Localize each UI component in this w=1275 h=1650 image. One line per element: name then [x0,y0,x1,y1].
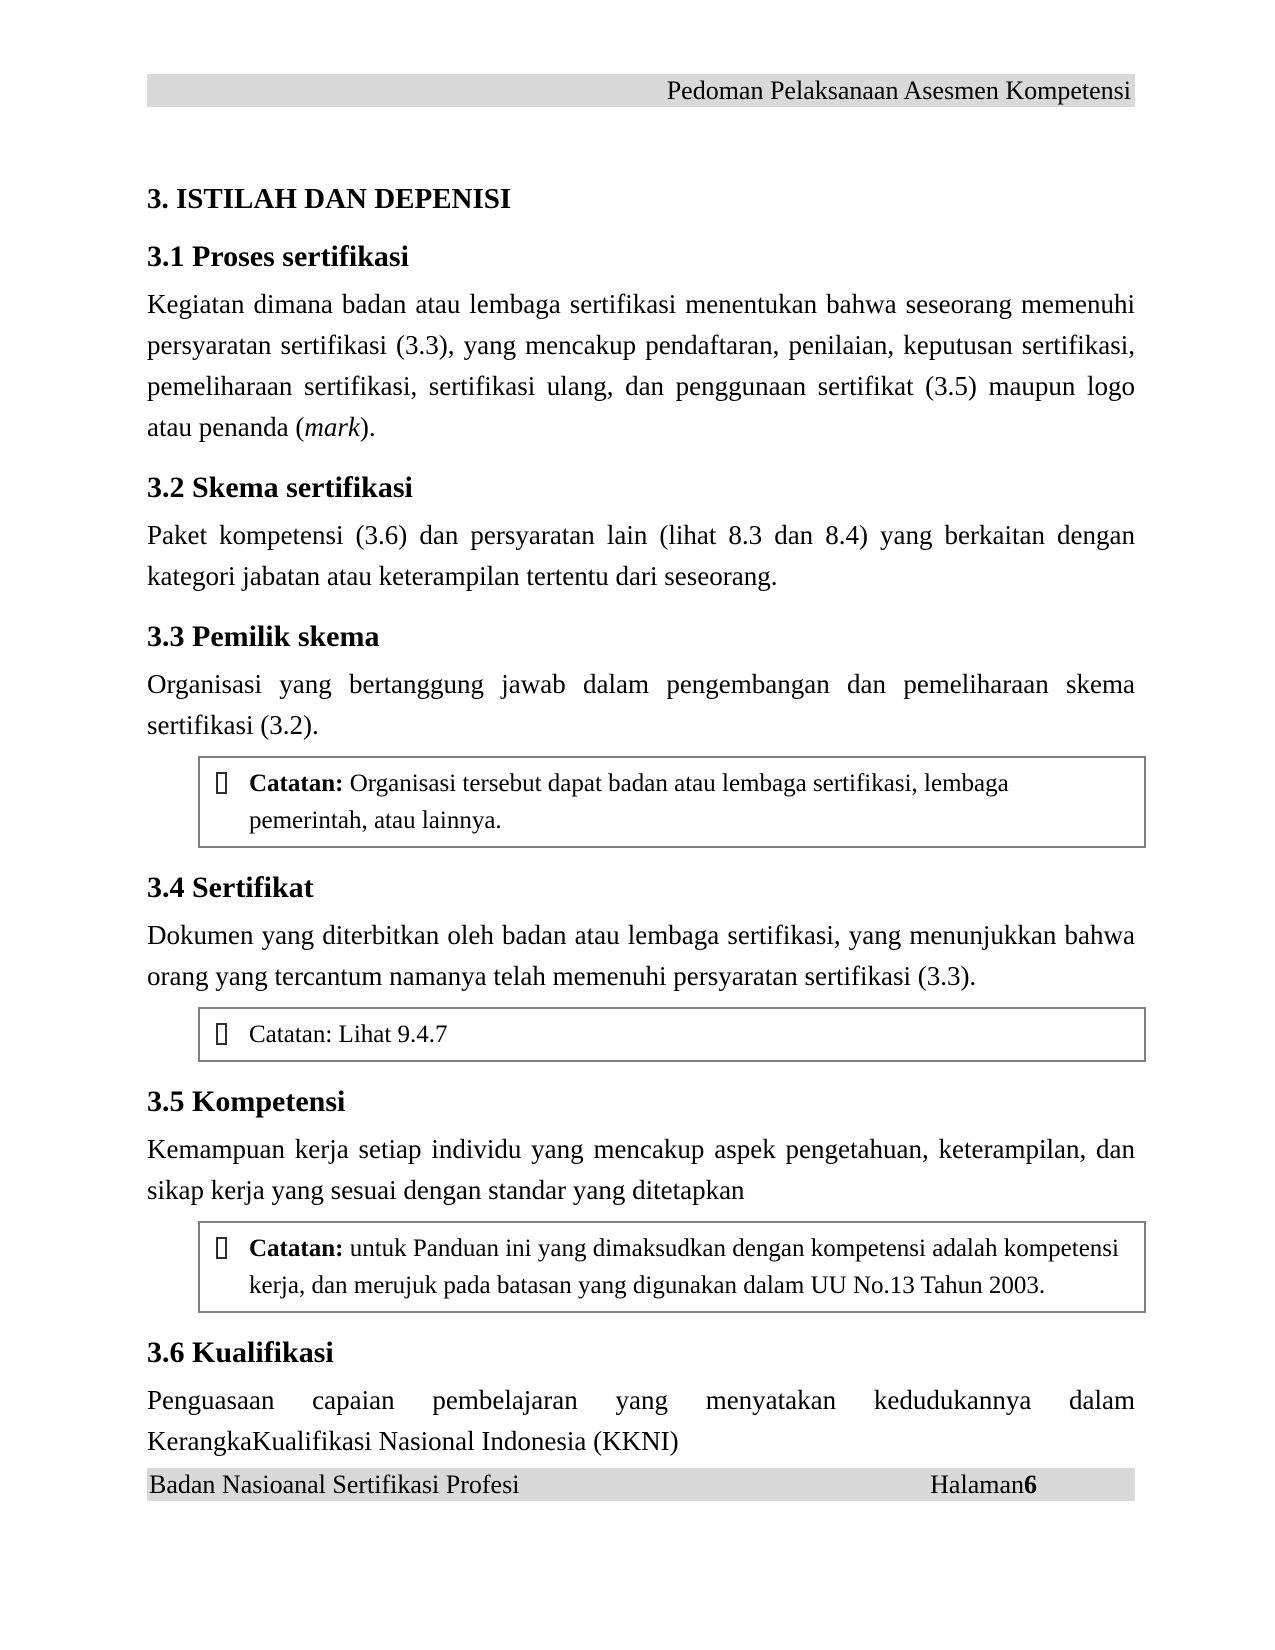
section-heading-3-5: 3.5 Kompetensi [147,1085,346,1118]
page-header [147,74,1135,107]
section-heading-3-3: 3.3 Pemilik skema [147,620,380,653]
bullet-tofu-icon [216,1237,227,1259]
bullet-tofu-icon [216,1023,227,1045]
page-content [147,107,1135,1462]
section-heading-3-4: 3.4 Sertifikat [147,871,314,904]
footer-left-text: Badan Nasioanal Sertifikasi Profesi [149,1470,520,1499]
page-footer [147,1468,1135,1501]
header-title: Pedoman Pelaksanaan Asesmen Kompetensi [666,76,1131,105]
note-body: Catatan: Lihat 9.4.7 [249,1021,448,1048]
note-box-kompetensi [198,1221,1146,1313]
note-body: untuk Panduan ini yang dimaksudkan dengan kompetensi adalah kompetensi kerja, dan merujuk pada batasan yang digunakan dalam UU No.13 Tahun 2003. [249,1235,1119,1299]
note-box-sertifikat [198,1007,1146,1062]
note-box-pemilik-skema [198,756,1146,848]
footer-page-label: Halaman [930,1470,1024,1499]
section-body-3-6: Penguasaan capaian pembelajaran yang menyatakan kedudukannya dalam KerangkaKualifikasi Nasional Indonesia (KKNI) [147,1385,1135,1456]
note-label: Catatan: [249,1235,344,1262]
note-text [249,1230,1130,1304]
section-body-3-1 [147,284,1135,448]
section-body-3-4: Dokumen yang diterbitkan oleh badan atau lembaga sertifikasi, yang menunjukkan bahwa orang yang tercantum namanya telah memenuhi persyaratan sertifikasi (3.3). [147,920,1135,991]
section-heading-3-1: 3.1 Proses sertifikasi [147,240,409,273]
note-label: Catatan: [249,770,344,797]
main-heading: 3. ISTILAH DAN DEPENISI [147,183,512,215]
bullet-tofu-icon [216,772,227,794]
body-text-part: Kegiatan dimana badan atau lembaga sertifikasi menentukan bahwa seseorang memenuhi persyaratan sertifikasi (3.3), yang mencakup pendaftaran, penilaian, keputusan sertifikasi, pemeliharaan sertifikasi, sertifikasi ulang, dan penggunaan sertifikat (3.5) maupun logo atau penanda ( [147,289,1135,442]
section-heading-3-6: 3.6 Kualifikasi [147,1336,334,1369]
section-body-3-5: Kemampuan kerja setiap individu yang mencakup aspek pengetahuan, keterampilan, dan sikap kerja yang sesuai dengan standar yang ditetapkan [147,1134,1135,1205]
body-text-part: ). [359,412,376,442]
italic-term: mark [304,412,360,442]
footer-page-indicator [930,1468,1135,1501]
note-text [249,765,1130,839]
section-heading-3-2: 3.2 Skema sertifikasi [147,471,413,504]
note-body: Organisasi tersebut dapat badan atau lembaga sertifikasi, lembaga pemerintah, atau lainnya. [249,770,1009,834]
note-text [249,1016,448,1053]
section-body-3-3: Organisasi yang bertanggung jawab dalam pengembangan dan pemeliharaan skema sertifikasi (3.2). [147,669,1135,740]
footer-page-number: 6 [1024,1470,1037,1499]
section-body-3-2: Paket kompetensi (3.6) dan persyaratan lain (lihat 8.3 dan 8.4) yang berkaitan dengan kategori jabatan atau keterampilan tertentu dari seseorang. [147,520,1135,591]
